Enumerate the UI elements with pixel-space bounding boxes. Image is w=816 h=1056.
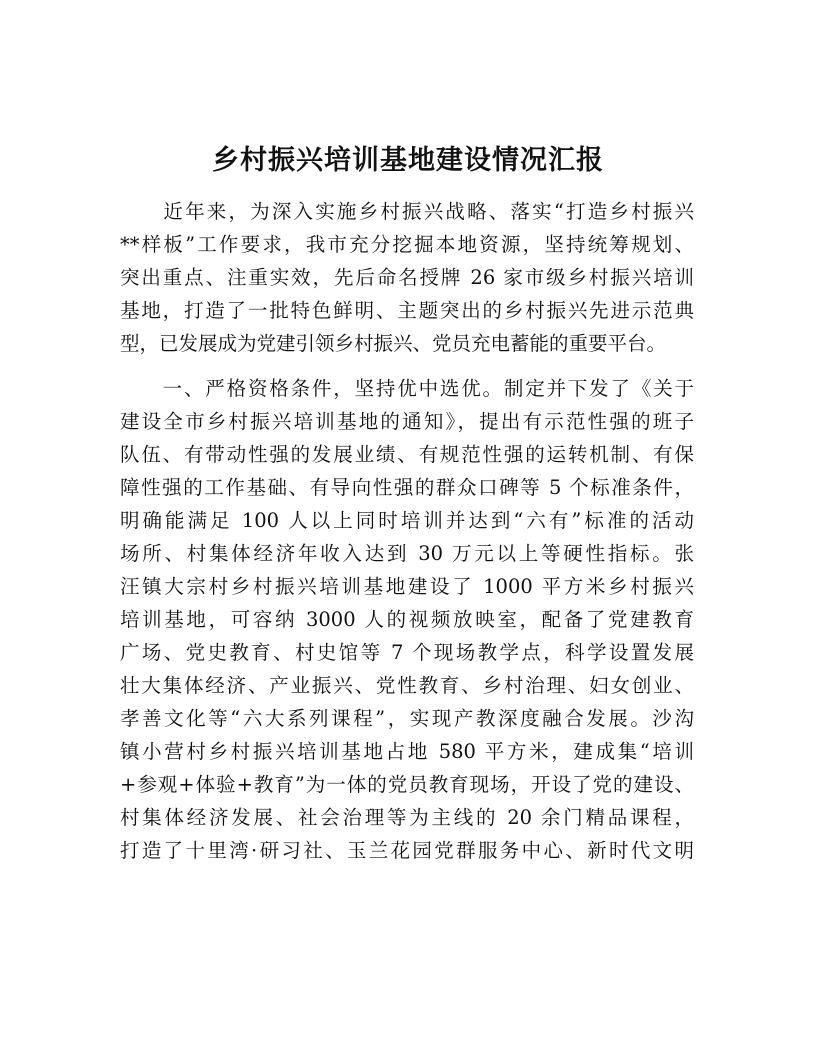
text-line: 村集体经济发展、社会治理等为主线的 20 余门精品课程， (120, 806, 694, 829)
text-line: 孝善文化等“六大系列课程”，实现产教深度融合发展。沙沟 (120, 707, 694, 730)
text-line: +参观+体验+教育”为一体的党员教育现场，开设了党的建设、 (120, 773, 694, 796)
text-line: 队伍、有带动性强的发展业绩、有规范性强的运转机制、有保 (120, 443, 694, 466)
text-line: 场所、村集体经济年收入达到 30 万元以上等硬性指标。张 (120, 542, 694, 565)
text-line: 障性强的工作基础、有导向性强的群众口碑等 5 个标准条件， (120, 476, 694, 499)
document-title: 乡村振兴培训基地建设情况汇报 (212, 145, 604, 176)
text-line: 汪镇大宗村乡村振兴培训基地建设了 1000 平方米乡村振兴 (120, 575, 694, 598)
paragraph-spacer (120, 360, 694, 372)
text-line: 突出重点、注重实效，先后命名授牌 26 家市级乡村振兴培训 (120, 266, 694, 289)
text-line: 打造了十里湾·研习社、玉兰花园党群服务中心、新时代文明 (120, 839, 694, 862)
text-line: 镇小营村乡村振兴培训基地占地 580 平方米，建成集“培训 (120, 740, 694, 763)
text-line: 一、严格资格条件，坚持优中选优。制定并下发了《关于 (120, 377, 694, 400)
text-line: 基地，打造了一批特色鲜明、主题突出的乡村振兴先进示范典 (120, 299, 694, 322)
text-line: **样板”工作要求，我市充分挖掘本地资源，坚持统筹规划、 (120, 233, 694, 256)
paragraph-section-one (120, 372, 694, 867)
text-line: 广场、党史教育、村史馆等 7 个现场教学点，科学设置发展 (120, 641, 694, 664)
text-line: 型，已发展成为党建引领乡村振兴、党员充电蓄能的重要平台。 (120, 332, 667, 355)
text-line: 近年来，为深入实施乡村振兴战略、落实“打造乡村振兴 (120, 200, 694, 223)
text-line: 培训基地，可容纳 3000 人的视频放映室，配备了党建教育 (120, 608, 694, 631)
text-line: 建设全市乡村振兴培训基地的通知》，提出有示范性强的班子 (120, 410, 694, 433)
paragraph-intro (120, 195, 694, 360)
document-body (120, 195, 694, 867)
text-line: 壮大集体经济、产业振兴、党性教育、乡村治理、妇女创业、 (120, 674, 694, 697)
text-line: 明确能满足 100 人以上同时培训并达到“六有”标准的活动 (120, 509, 694, 532)
